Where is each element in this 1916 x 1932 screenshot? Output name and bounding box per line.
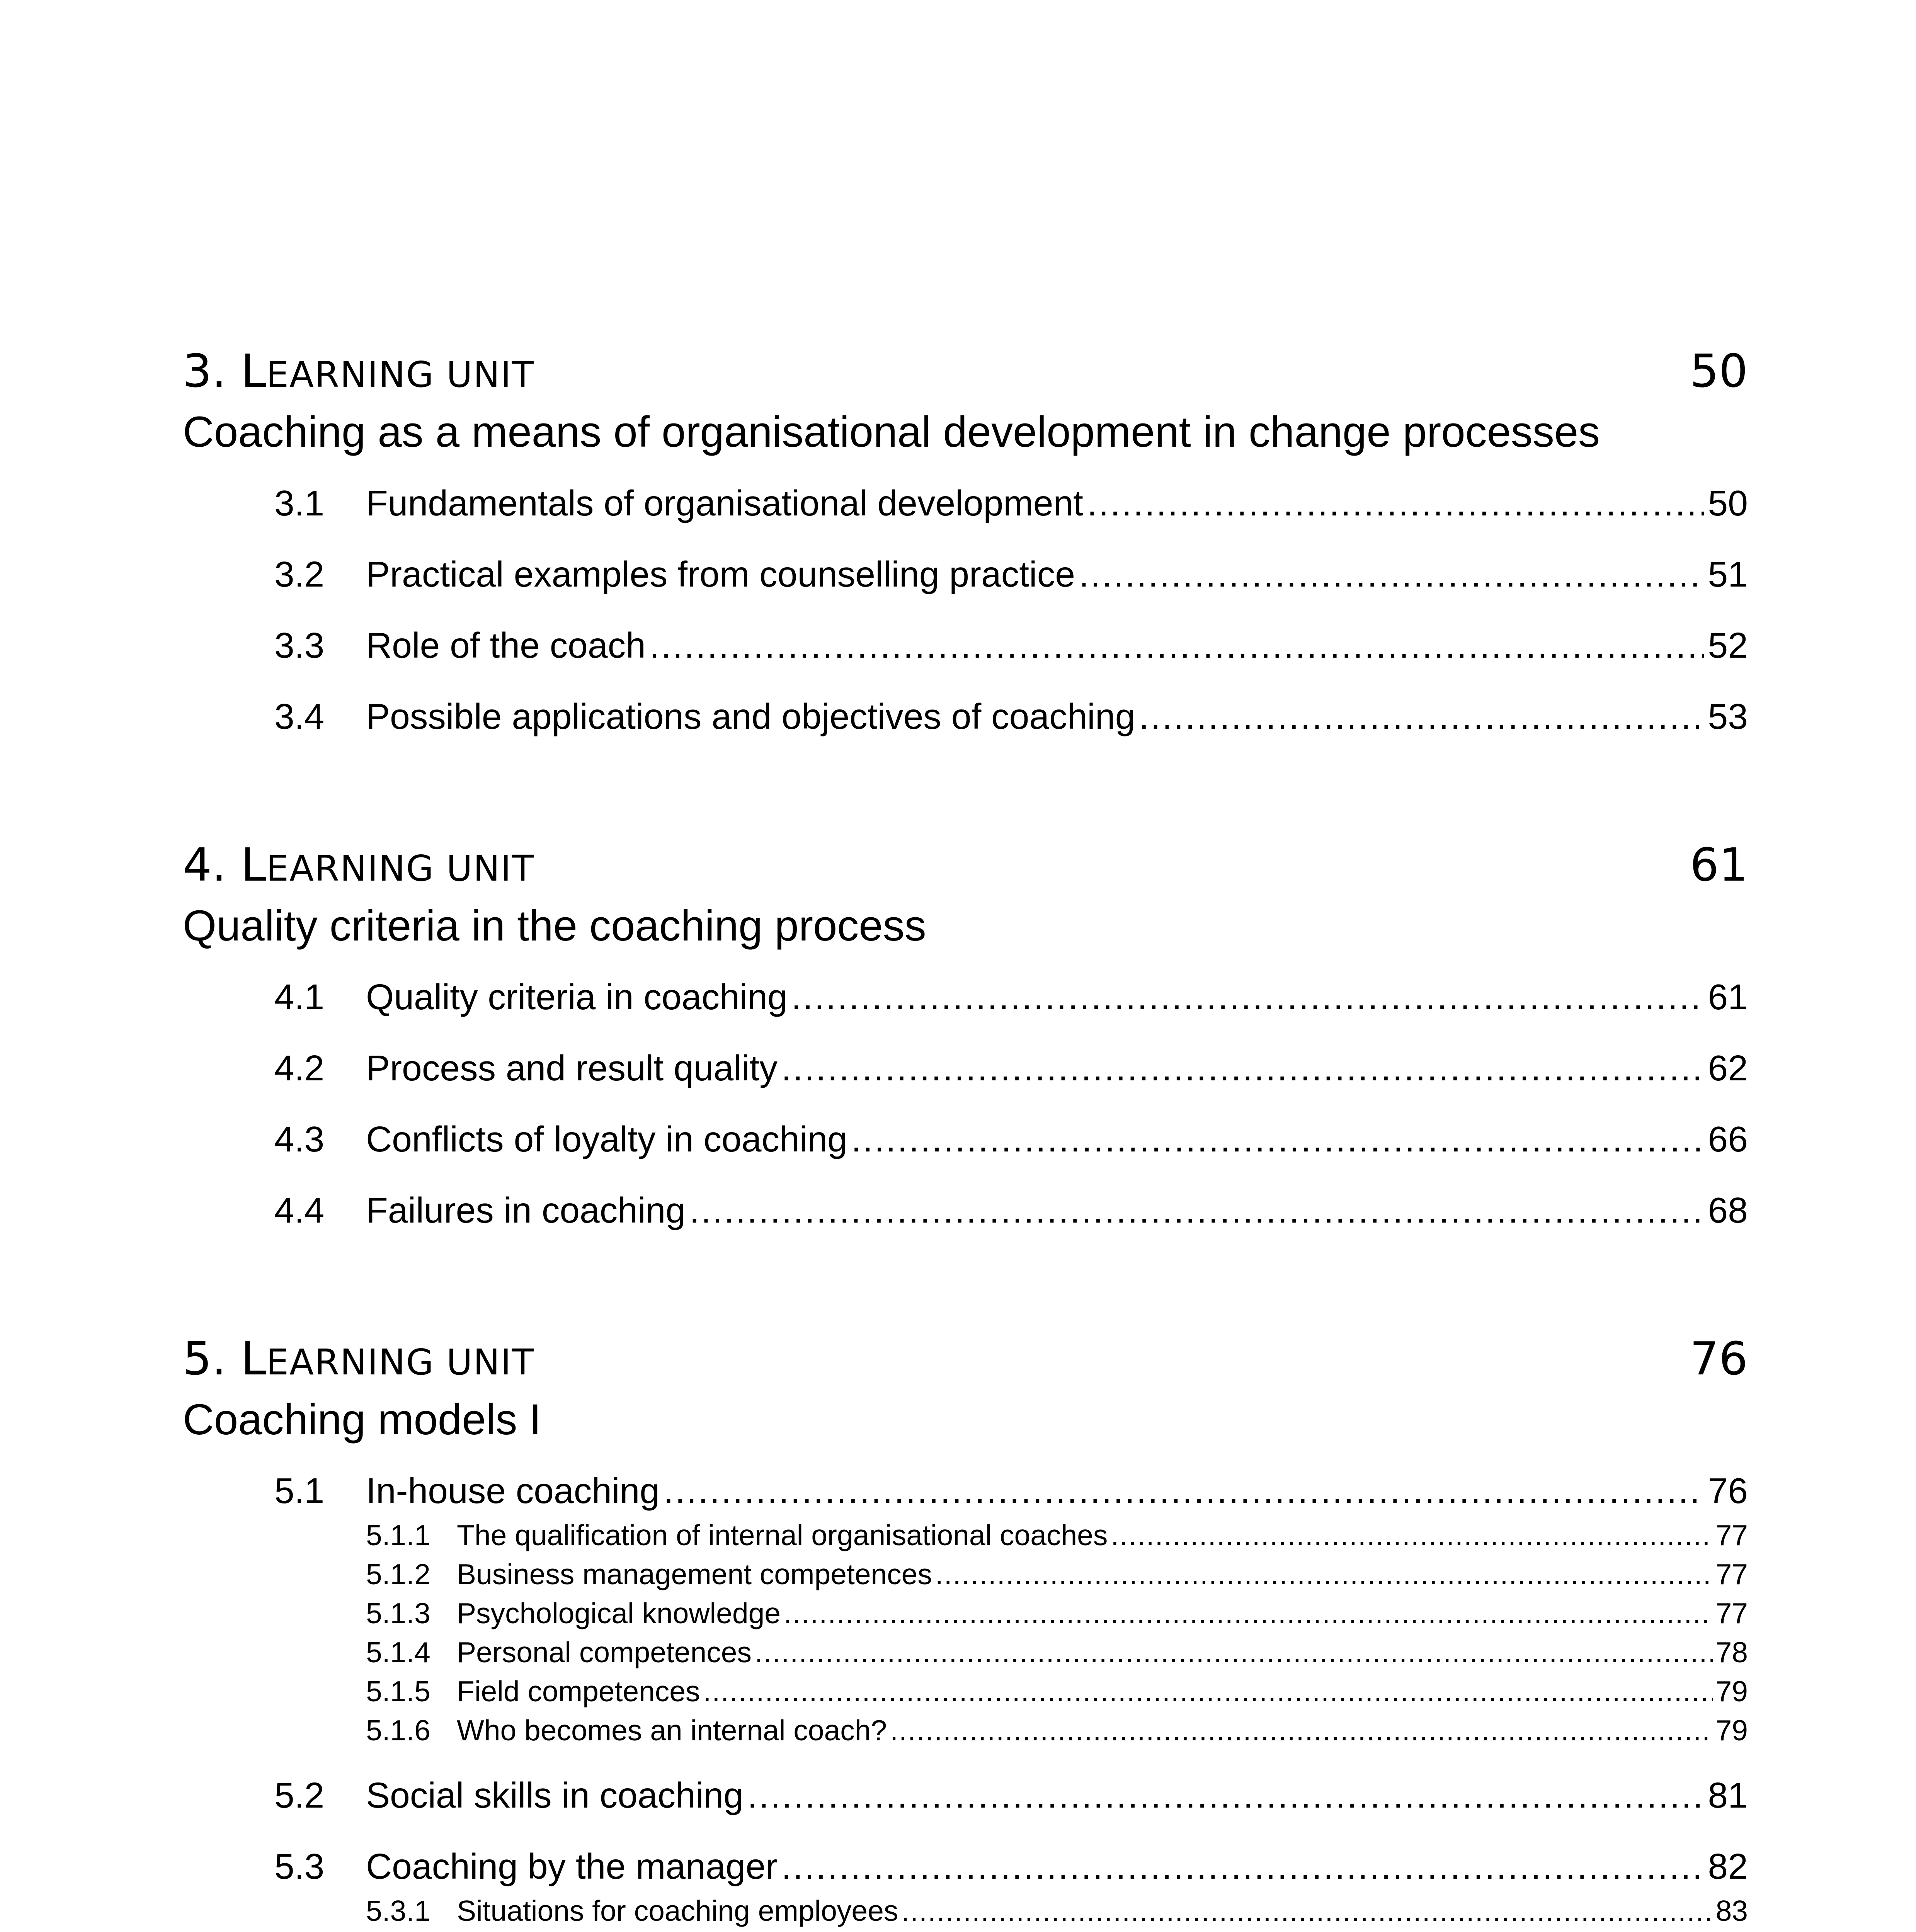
dot-leader [703,1672,1712,1711]
dot-leader [781,1841,1704,1891]
entry-title: Possible applications and objectives of coaching [366,696,1135,736]
subentry-title: Business management competences [457,1558,932,1590]
toc-subentry [183,1633,1748,1672]
unit-label-rest: EARNING UNIT [266,1342,534,1383]
subentry-number: 5.1.1 [366,1519,431,1551]
entry-title: Practical examples from counselling practice [366,554,1075,594]
entry-number: 4.1 [274,977,325,1017]
unit-page-number: 76 [1690,1332,1748,1385]
subentry-title: Field competences [457,1675,700,1708]
entry-title: Fundamentals of organisational development [366,483,1084,523]
entry-title: Conflicts of loyalty in coaching [366,1119,847,1159]
subentry-number: 5.1.4 [366,1636,431,1668]
toc-entry [183,549,1748,620]
dot-leader [1079,549,1704,599]
subentry-page: 77 [1715,1519,1748,1551]
toc-entry [183,972,1748,1043]
learning-unit [183,834,1748,1256]
entry-page: 76 [1708,1471,1748,1511]
subentry-number: 5.1.3 [366,1597,431,1629]
toc-entry [183,1466,1748,1516]
dot-leader [784,1594,1713,1633]
subentry-number: 5.1.2 [366,1558,431,1590]
entry-page: 52 [1708,625,1748,665]
unit-heading [183,834,1748,896]
unit-label-initial: L [241,344,266,398]
unit-number: 3. [183,344,226,398]
dot-leader [1139,691,1704,742]
toc-section-group [183,1466,1748,1750]
subentry-page: 77 [1715,1597,1748,1629]
learning-unit [183,340,1748,762]
dot-leader [689,1185,1704,1235]
unit-page-number: 50 [1690,344,1748,398]
entry-number: 5.1 [274,1471,325,1511]
entry-title: Process and result quality [366,1048,778,1088]
unit-title: Quality criteria in the coaching process [183,901,926,950]
entry-page: 50 [1708,483,1748,523]
entry-page: 53 [1708,696,1748,736]
entry-number: 4.3 [274,1119,325,1159]
toc-subentry [183,1672,1748,1711]
unit-number: 5. [183,1332,226,1385]
toc-entry [183,478,1748,549]
entry-page: 61 [1708,977,1748,1017]
unit-title: Coaching models I [183,1395,541,1444]
entry-title: Coaching by the manager [366,1846,778,1886]
entry-number: 5.3 [274,1846,325,1886]
unit-number: 4. [183,838,226,891]
entry-page: 66 [1708,1119,1748,1159]
entry-title: In-house coaching [366,1471,660,1511]
toc-subentry [183,1594,1748,1633]
subentry-page: 78 [1715,1636,1748,1668]
unit-heading [183,340,1748,402]
subentry-title: Psychological knowledge [457,1597,781,1629]
entry-page: 51 [1708,554,1748,594]
subentry-number: 5.1.5 [366,1675,431,1708]
dot-leader [791,972,1704,1022]
entry-number: 5.2 [274,1775,325,1815]
dot-leader [706,1930,1713,1932]
toc-entry [183,620,1748,691]
entry-page: 82 [1708,1846,1748,1886]
subentry-title: Situations for coaching employees [457,1895,898,1927]
subentry-title [457,1930,703,1932]
dot-leader [935,1555,1713,1594]
toc-subentry [183,1516,1748,1555]
entry-number: 3.2 [274,554,325,594]
entry-title: Role of the coach [366,625,646,665]
toc-entry [183,691,1748,762]
unit-title: Coaching as a means of organisational development in change processes [183,408,1600,456]
unit-label [183,340,534,406]
unit-page-number: 61 [1690,838,1748,891]
toc-subentry [183,1555,1748,1594]
subentry-number [183,1930,457,1932]
dot-leader [650,620,1704,670]
toc-entry [183,1770,1748,1841]
toc-entry [183,1114,1748,1185]
subentry-page: 83 [1715,1895,1748,1927]
subentry-number: 5.1.6 [366,1714,431,1747]
dot-leader [851,1114,1704,1164]
subentry-title: Personal competences [457,1636,752,1668]
unit-label-initial: L [241,838,266,891]
entry-page: 68 [1708,1190,1748,1230]
dot-leader [1087,478,1704,528]
unit-label-rest: EARNING UNIT [266,848,534,889]
subentry-title: The qualification of internal organisational coaches [457,1519,1108,1551]
toc-subentry [183,1711,1748,1750]
entry-page: 62 [1708,1048,1748,1088]
entry-title: Failures in coaching [366,1190,686,1230]
entry-number: 3.3 [274,625,325,665]
entry-title: Social skills in coaching [366,1775,744,1815]
entry-number: 4.2 [274,1048,325,1088]
unit-label [183,1328,534,1393]
toc-subentry [183,1930,1748,1932]
dot-leader [755,1633,1713,1672]
toc-entry [183,1043,1748,1114]
toc-subentry [183,1891,1748,1930]
dot-leader [781,1043,1704,1093]
toc-entry [183,1185,1748,1256]
unit-label [183,834,534,900]
subentry-number: 5.3.1 [366,1895,431,1927]
table-of-contents [183,340,1748,1932]
unit-label-initial: L [241,1332,266,1385]
unit-label-rest: EARNING UNIT [266,354,534,395]
subentry-page: 79 [1715,1675,1748,1708]
entry-number: 3.4 [274,696,325,736]
dot-leader [890,1711,1712,1750]
dot-leader [747,1770,1704,1820]
subentry-page: 77 [1715,1558,1748,1590]
subentry-page: 79 [1715,1714,1748,1747]
subentry-title: Who becomes an internal coach? [457,1714,887,1747]
subentry-page [1716,1930,1748,1932]
entry-number: 3.1 [274,483,325,523]
entry-title: Quality criteria in coaching [366,977,788,1017]
dot-leader [664,1466,1704,1516]
toc-entry [183,1841,1748,1891]
entry-page: 81 [1708,1775,1748,1815]
learning-unit [183,1328,1748,1932]
unit-heading [183,1328,1748,1389]
dot-leader [901,1891,1712,1930]
toc-section-group [183,1841,1748,1932]
dot-leader [1111,1516,1712,1555]
entry-number: 4.4 [274,1190,325,1230]
